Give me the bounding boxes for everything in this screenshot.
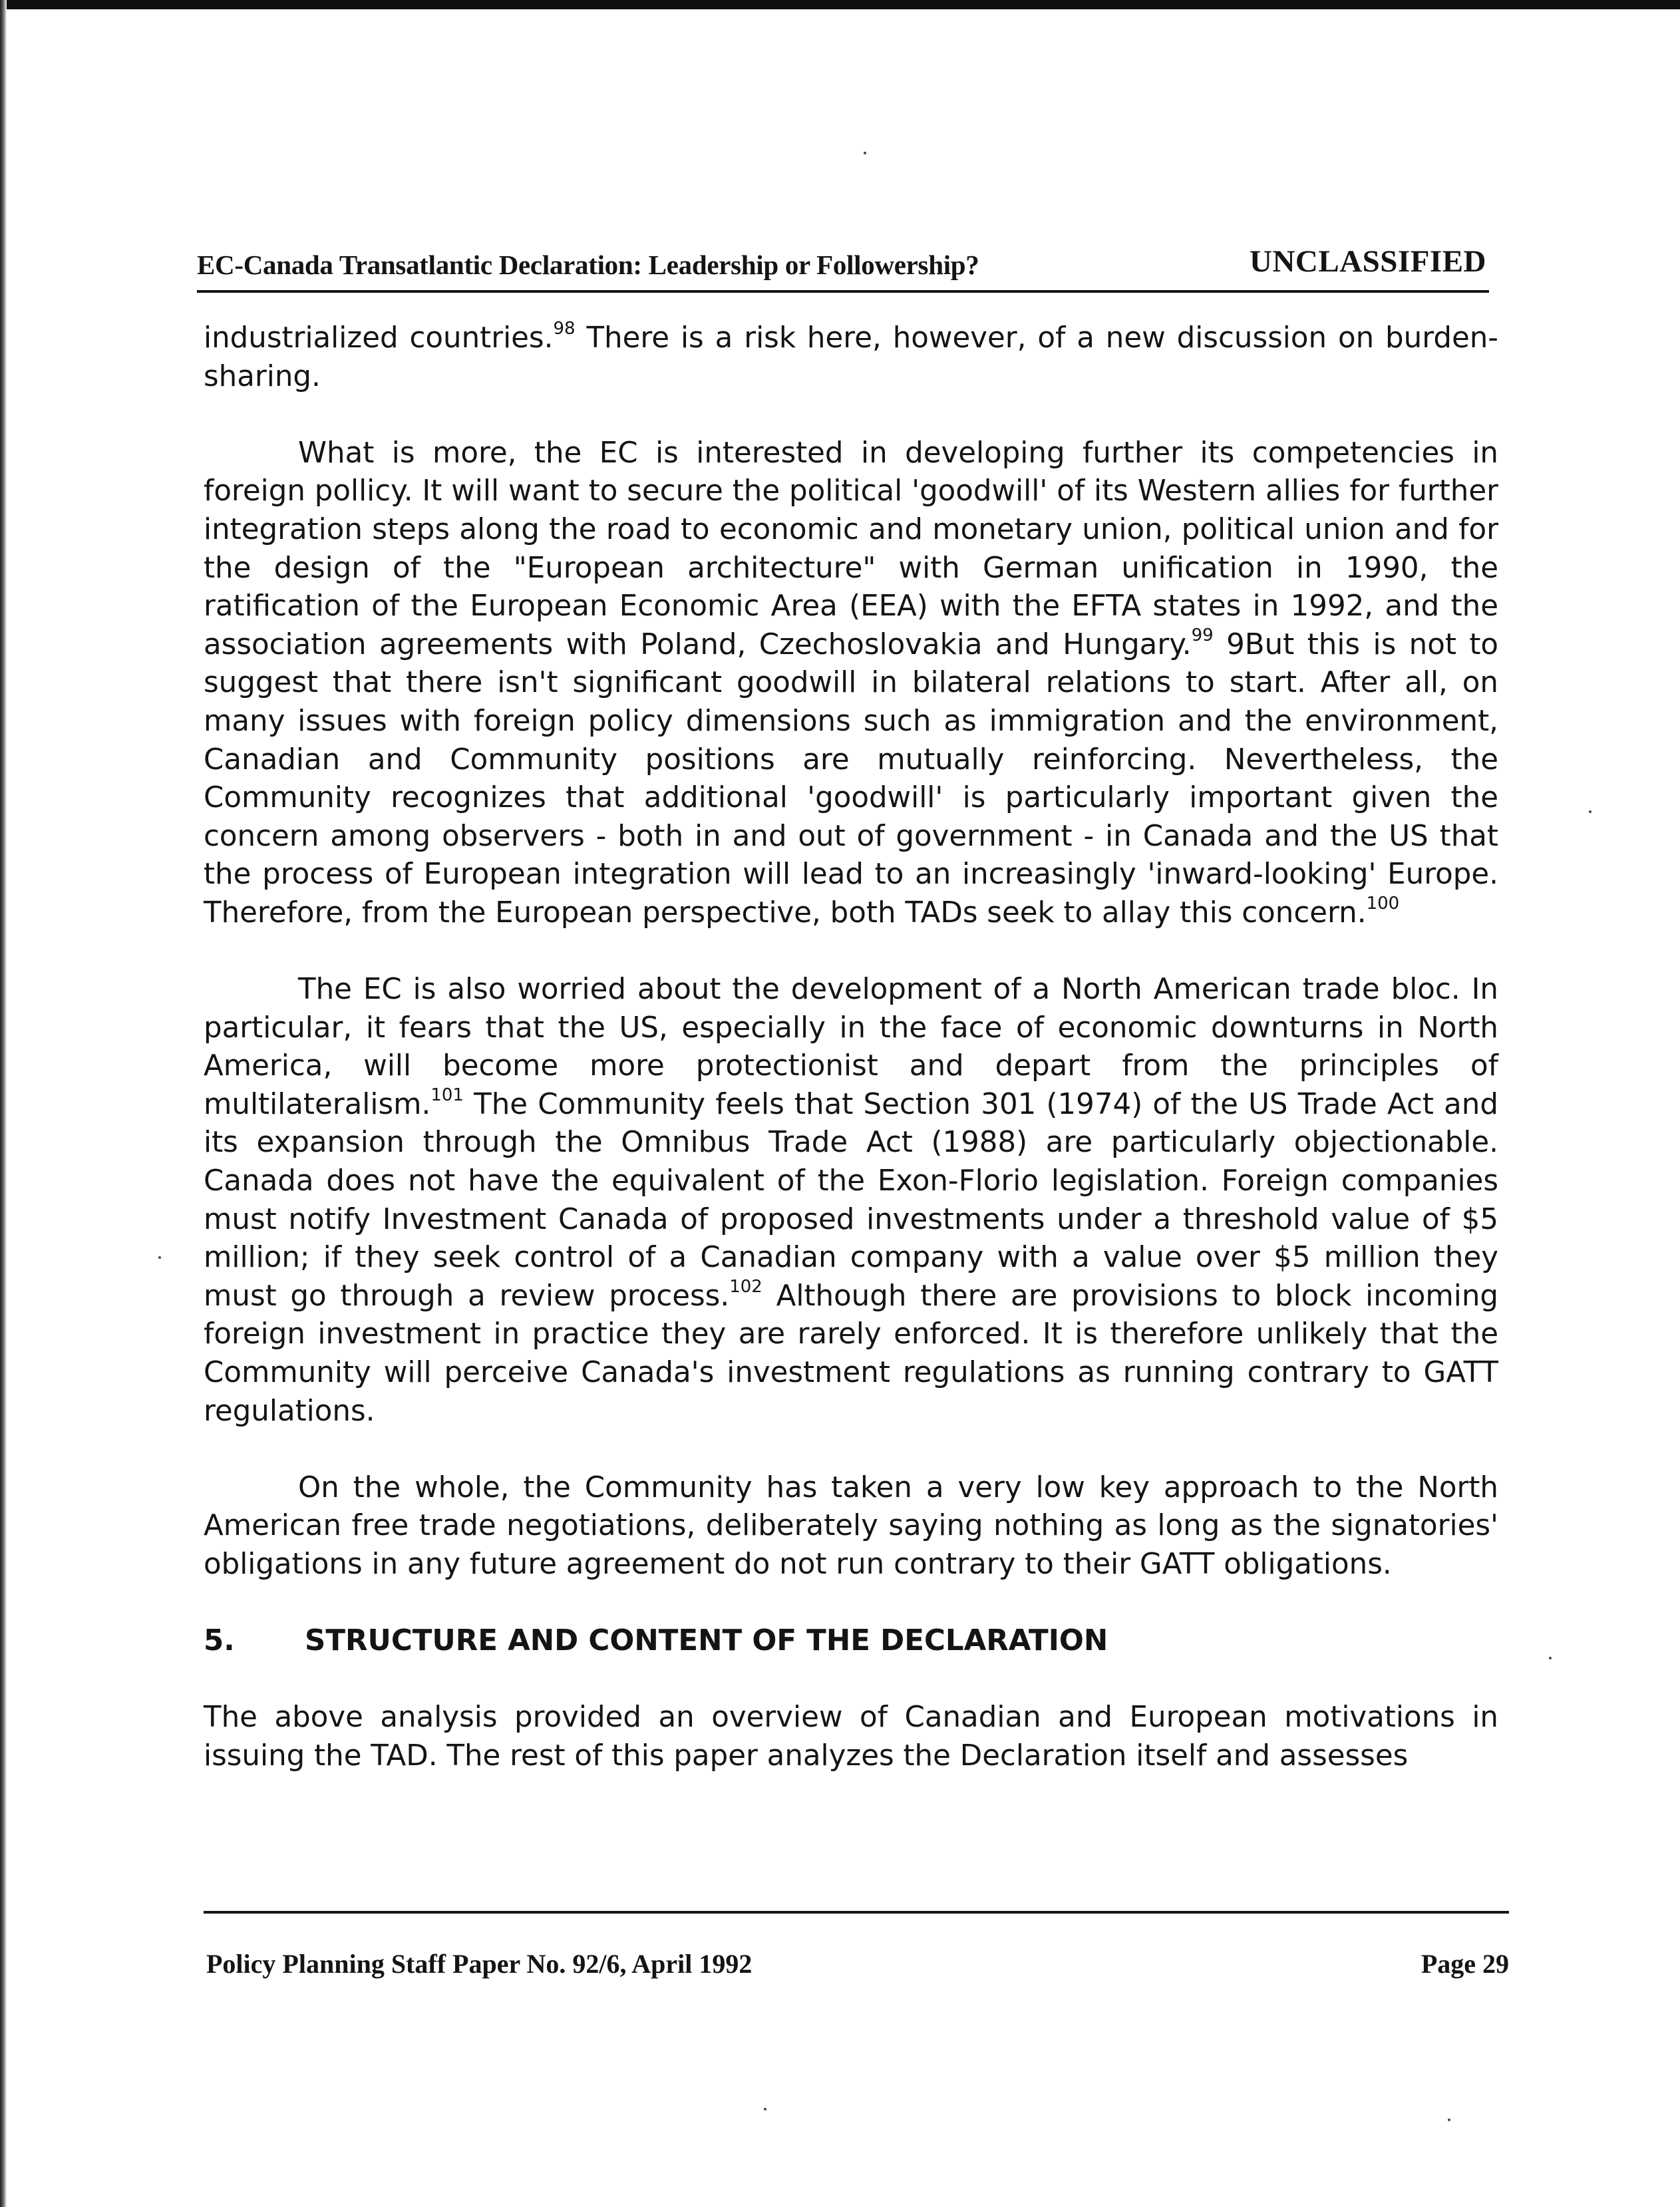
footnote-ref-99: 99	[1191, 625, 1214, 645]
scan-speck	[1589, 810, 1592, 813]
scan-speck	[1549, 1657, 1552, 1659]
paragraph-5-text: The above analysis provided an overview of Canadian and European motivations in issuing the TAD. The rest of this paper analyzes the Declaration itself and assesses	[204, 1701, 1498, 1773]
page-header	[197, 241, 1489, 287]
document-body	[204, 319, 1498, 1814]
paragraph-5	[204, 1699, 1498, 1775]
paragraph-3-text-2: The Community feels that Section 301 (1974) of the US Trade Act and its expansion through the Omnibus Trade Act (1988) are particularly objectionable. Canada does not have the equivalent of the Exon-Florio legislation. Foreign companies must notify Investment Canada of proposed investments under a threshold value of $5 million; if they seek control of a Canadian company with a value over $5 million they must go through a review process.	[204, 1087, 1498, 1313]
paragraph-1-text: industrialized countries.	[204, 321, 554, 355]
paragraph-3-text: The EC is also worried about the development of a North American trade bloc. In particular, it fears that the US, especially in the face of economic downturns in North America, will become more protectionist and depart from the principles of multilateralism.	[204, 973, 1498, 1121]
document-title: EC-Canada Transatlantic Declaration: Leadership or Followership?	[197, 250, 979, 280]
section-heading	[204, 1622, 1498, 1661]
footer-citation: Policy Planning Staff Paper No. 92/6, April 1992	[206, 1949, 753, 1979]
page-number: Page 29	[1421, 1949, 1509, 1979]
paragraph-2	[204, 434, 1498, 933]
footnote-ref-102: 102	[729, 1276, 762, 1297]
paragraph-2-text: What is more, the EC is interested in developing further its competencies in foreign pollicy. It will want to secure the political 'goodwill' of its Western allies for further integration steps along the road to economic and monetary union, political union and for the design of the "European architecture" with German unification in 1990, the ratification of the European Economic Area (EEA) with the EFTA states in 1992, and the association agreements with Poland, Czechoslovakia and Hungary.	[204, 436, 1498, 661]
footnote-ref-100: 100	[1366, 893, 1400, 914]
section-number: 5.	[204, 1624, 235, 1658]
header-rule	[197, 290, 1489, 293]
footer-rule	[204, 1911, 1509, 1914]
section-title: STRUCTURE AND CONTENT OF THE DECLARATION	[305, 1624, 1108, 1658]
scan-edge-left	[0, 0, 7, 2207]
paragraph-4-text: On the whole, the Community has taken a very low key approach to the North American free trade negotiations, deliberately saying nothing as long as the signatories' obligations in any future agreement do not run contrary to their GATT obligations.	[204, 1470, 1498, 1581]
classification-label: UNCLASSIFIED	[1250, 244, 1486, 279]
scan-speck	[764, 2108, 766, 2111]
scan-speck	[1448, 2119, 1450, 2121]
footnote-ref-101: 101	[430, 1085, 464, 1105]
paragraph-4	[204, 1469, 1498, 1584]
footnote-ref-98: 98	[553, 319, 576, 339]
paragraph-3-text-3: Although there are provisions to block incoming foreign investment in practice they are rarely enforced. It is therefore unlikely that the Community will perceive Canada's investment regulations as running contrary to GATT regulations.	[204, 1279, 1498, 1428]
paragraph-3	[204, 971, 1498, 1431]
scan-edge-top	[0, 0, 1680, 9]
paragraph-1-tail: There is a risk here, however, of a new discussion on burden-sharing.	[204, 321, 1498, 393]
paragraph-1	[204, 319, 1498, 396]
scan-speck	[158, 1256, 161, 1259]
paragraph-2-text-2: 9But this is not to suggest that there isn't significant goodwill in bilateral relations to start. After all, on many issues with foreign policy dimensions such as immigration and the environment, Canadian and Community positions are mutually reinforcing. Nevertheless, the Community recognizes that additional 'goodwill' is particularly important given the concern among observers - both in and out of government - in Canada and the US that the process of European integration will lead to an increasingly 'inward-looking' Europe. Therefore, from the European perspective, both TADs seek to allay this concern.	[204, 627, 1498, 930]
scan-speck	[864, 152, 866, 154]
